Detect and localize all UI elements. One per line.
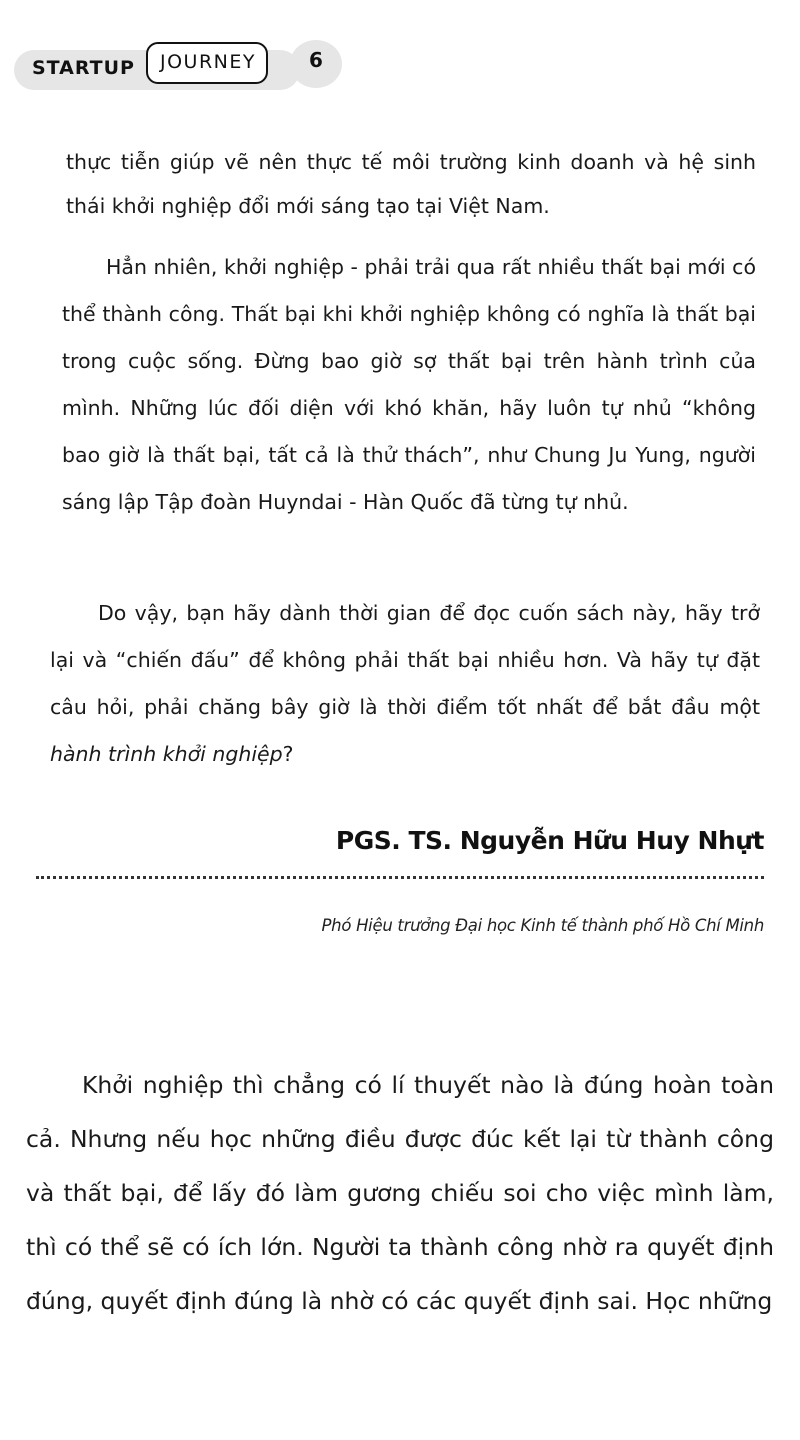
series-title-word-1: STARTUP: [32, 57, 135, 79]
author-name: PGS. TS. Nguyễn Hữu Huy Nhựt: [335, 826, 764, 855]
series-title-word-2: JOURNEY: [160, 51, 256, 73]
paragraph-3-italic-phrase: hành trình khởi nghiệp: [50, 742, 283, 766]
paragraph-3-end: ?: [282, 742, 294, 766]
paragraph-3: [50, 590, 760, 778]
signature-divider: [36, 876, 764, 879]
paragraph-3-text: Do vậy, bạn hãy dành thời gian để đọc cuốn sách này, hãy trở lại và “chiến đấu” để không phải thất bại nhiều hơn. Và hãy tự đặt câu hỏi, phải chăng bây giờ là thời điểm tốt nhất để bắt đầu một: [50, 601, 760, 719]
page-header: [14, 38, 344, 90]
paragraph-1: thực tiễn giúp vẽ nên thực tế môi trường kinh doanh và hệ sinh thái khởi nghiệp đổi mới sáng tạo tại Việt Nam.: [66, 150, 756, 218]
paragraph-2: Hẳn nhiên, khởi nghiệp - phải trải qua rất nhiều thất bại mới có thể thành công. Thất bại khi khởi nghiệp không có nghĩa là thất bại trong cuộc sống. Đừng bao giờ sợ thất bại trên hành trình của mình. Những lúc đối diện với khó khăn, hãy luôn tự nhủ “không bao giờ là thất bại, tất cả là thử thách”, như Chung Ju Yung, người sáng lập Tập đoàn Huyndai - Hàn Quốc đã từng tự nhủ.: [62, 255, 756, 514]
page-number: 6: [309, 48, 323, 72]
paragraph-4: Khởi nghiệp thì chẳng có lí thuyết nào là đúng hoàn toàn cả. Nhưng nếu học những điều được đúc kết lại từ thành công và thất bại, để lấy đó làm gương chiếu soi cho việc mình làm, thì có thể sẽ có ích lớn. Người ta thành công nhờ ra quyết định đúng, quyết định đúng là nhờ có các quyết định sai. Học những: [26, 1071, 774, 1315]
author-title: Phó Hiệu trưởng Đại học Kinh tế thành phố Hồ Chí Minh: [321, 916, 764, 935]
